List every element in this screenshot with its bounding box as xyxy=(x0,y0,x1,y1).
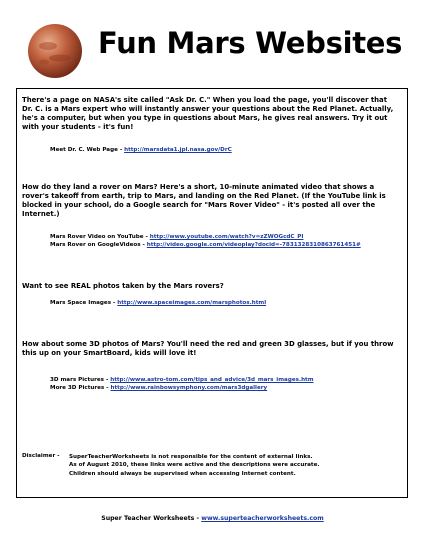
page-header xyxy=(0,0,425,90)
section-4-link-1[interactable] xyxy=(50,377,314,384)
link-url[interactable]: http://www.spaceimages.com/marsphotos.html xyxy=(117,300,267,306)
footer-link[interactable]: www.superteacherworksheets.com xyxy=(201,515,324,522)
link-url[interactable]: http://video.google.com/videoplay?docid=-7831328310863761451# xyxy=(146,242,361,248)
disclaimer-line: SuperTeacherWorksheets is not responsible for the content of external links. xyxy=(69,454,313,460)
section-2-link-1[interactable] xyxy=(50,234,303,241)
mars-planet-icon xyxy=(26,22,84,80)
section-3-text: Want to see REAL photos taken by the Mars rovers? xyxy=(22,282,224,290)
section-1-link-1[interactable] xyxy=(50,147,232,154)
link-url[interactable]: http://www.rainbowsymphony.com/mars3dgallery xyxy=(110,385,268,391)
section-4-link-2[interactable] xyxy=(50,385,267,392)
section-1-text: There's a page on NASA's site called "Ask Dr. C." When you load the page, you'll discover that Dr. C. is a Mars expert who will instantly answer your questions about the Red Planet. Actually, he's a computer, but when you type in questions about Mars, he gives real answers. Try it out with your students - it's fun! xyxy=(22,96,394,132)
link-url[interactable]: http://www.youtube.com/watch?v=zZWOGcdC_PI xyxy=(149,234,304,240)
section-4-text: How about some 3D photos of Mars? You'll need the red and green 3D glasses, but if you throw this up on your SmartBoard, kids will love it! xyxy=(22,340,394,358)
disclaimer-text xyxy=(69,453,399,478)
disclaimer-line: As of August 2010, these links were active and the descriptions were accurate. xyxy=(69,462,320,469)
disclaimer-label: Disclaimer - xyxy=(22,453,60,459)
link-url[interactable]: http://marsdata1.jpl.nasa.gov/DrC xyxy=(124,147,232,153)
link-label: Mars Rover Video on YouTube - xyxy=(50,234,150,240)
link-label: More 3D Pictures - xyxy=(50,385,111,391)
footer-label: Super Teacher Worksheets - xyxy=(101,515,202,522)
disclaimer-line: Children should always be supervised when accessing Internet content. xyxy=(69,470,296,477)
link-label: Mars Space Images - xyxy=(50,300,118,306)
link-label: Mars Rover on GoogleVideos - xyxy=(50,242,147,248)
link-label: 3D mars Pictures - xyxy=(50,377,111,383)
section-2-text: How do they land a rover on Mars? Here's a short, 10-minute animated video that shows a rover's takeoff from earth, trip to Mars, and landing on the Red Planet. (If the YouTube link is blocked in your school, do a Google search for "Mars Rover Video" - it's posted all over the Internet.) xyxy=(22,183,386,219)
page-footer xyxy=(0,515,425,522)
section-2-link-2[interactable] xyxy=(50,242,361,249)
section-3-link-1[interactable] xyxy=(50,300,266,307)
link-label: Meet Dr. C. Web Page - xyxy=(50,147,125,153)
page-title: Fun Mars Websites xyxy=(98,26,403,60)
link-url[interactable]: http://www.astro-tom.com/tips_and_advice/3d_mars_images.htm xyxy=(110,377,314,383)
